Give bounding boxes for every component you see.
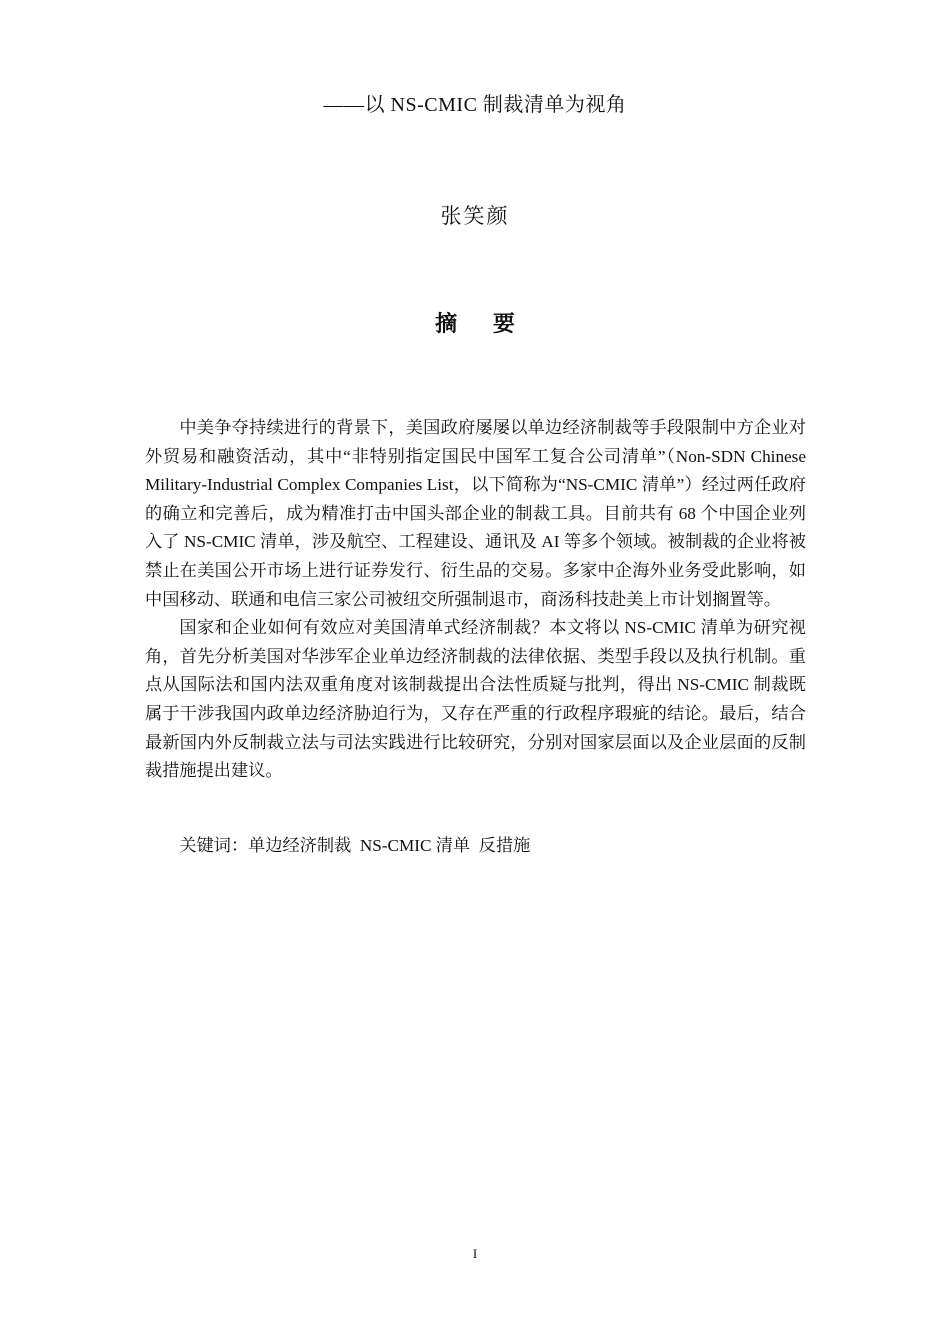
document-subtitle: ——以 NS-CMIC 制裁清单为视角 — [323, 94, 627, 116]
keywords-line: 关键词：单边经济制裁 NS-CMIC 清单 反措施 — [179, 836, 531, 855]
abstract-paragraph: 中美争夺持续进行的背景下，美国政府屡屡以单边经济制裁等手段限制中方企业对外贸易和融资活动，其中“非特别指定国民中国军工复合公司清单”（Non-SDN Chinese Military-Industrial Complex Companies List，以下简称为“NS-CMIC 清单”）经过两任政府的确立和完善后，成为精准打击中国头部企业的制裁工具。目前共有 68 个中国企业列入了 NS-CMIC 清单，涉及航空、工程建设、通讯及 AI 等多个领域。被制裁的企业将被禁止在美国公开市场上进行证券发行、衍生品的交易。多家中企海外业务受此影响，如中国移动、联通和电信三家公司被纽交所强制退市，商汤科技赴美上市计划搁置等。 — [145, 418, 806, 609]
page-number: I — [472, 1246, 478, 1261]
author-name: 张笑颜 — [440, 204, 510, 228]
abstract-paragraph: 国家和企业如何有效应对美国清单式经济制裁？本文将以 NS-CMIC 清单为研究视角，首先分析美国对华涉军企业单边经济制裁的法律依据、类型手段以及执行机制。重点从国际法和国内法双重角度对该制裁提出合法性质疑与批判，得出 NS-CMIC 制裁既属于干涉我国内政单边经济胁迫行为，又存在严重的行政程序瑕疵的结论。最后，结合最新国内外反制裁立法与司法实践进行比较研究，分别对国家层面以及企业层面的反制裁措施提出建议。 — [145, 618, 806, 781]
abstract-heading: 摘 要 — [435, 312, 529, 337]
abstract-body — [145, 414, 806, 786]
